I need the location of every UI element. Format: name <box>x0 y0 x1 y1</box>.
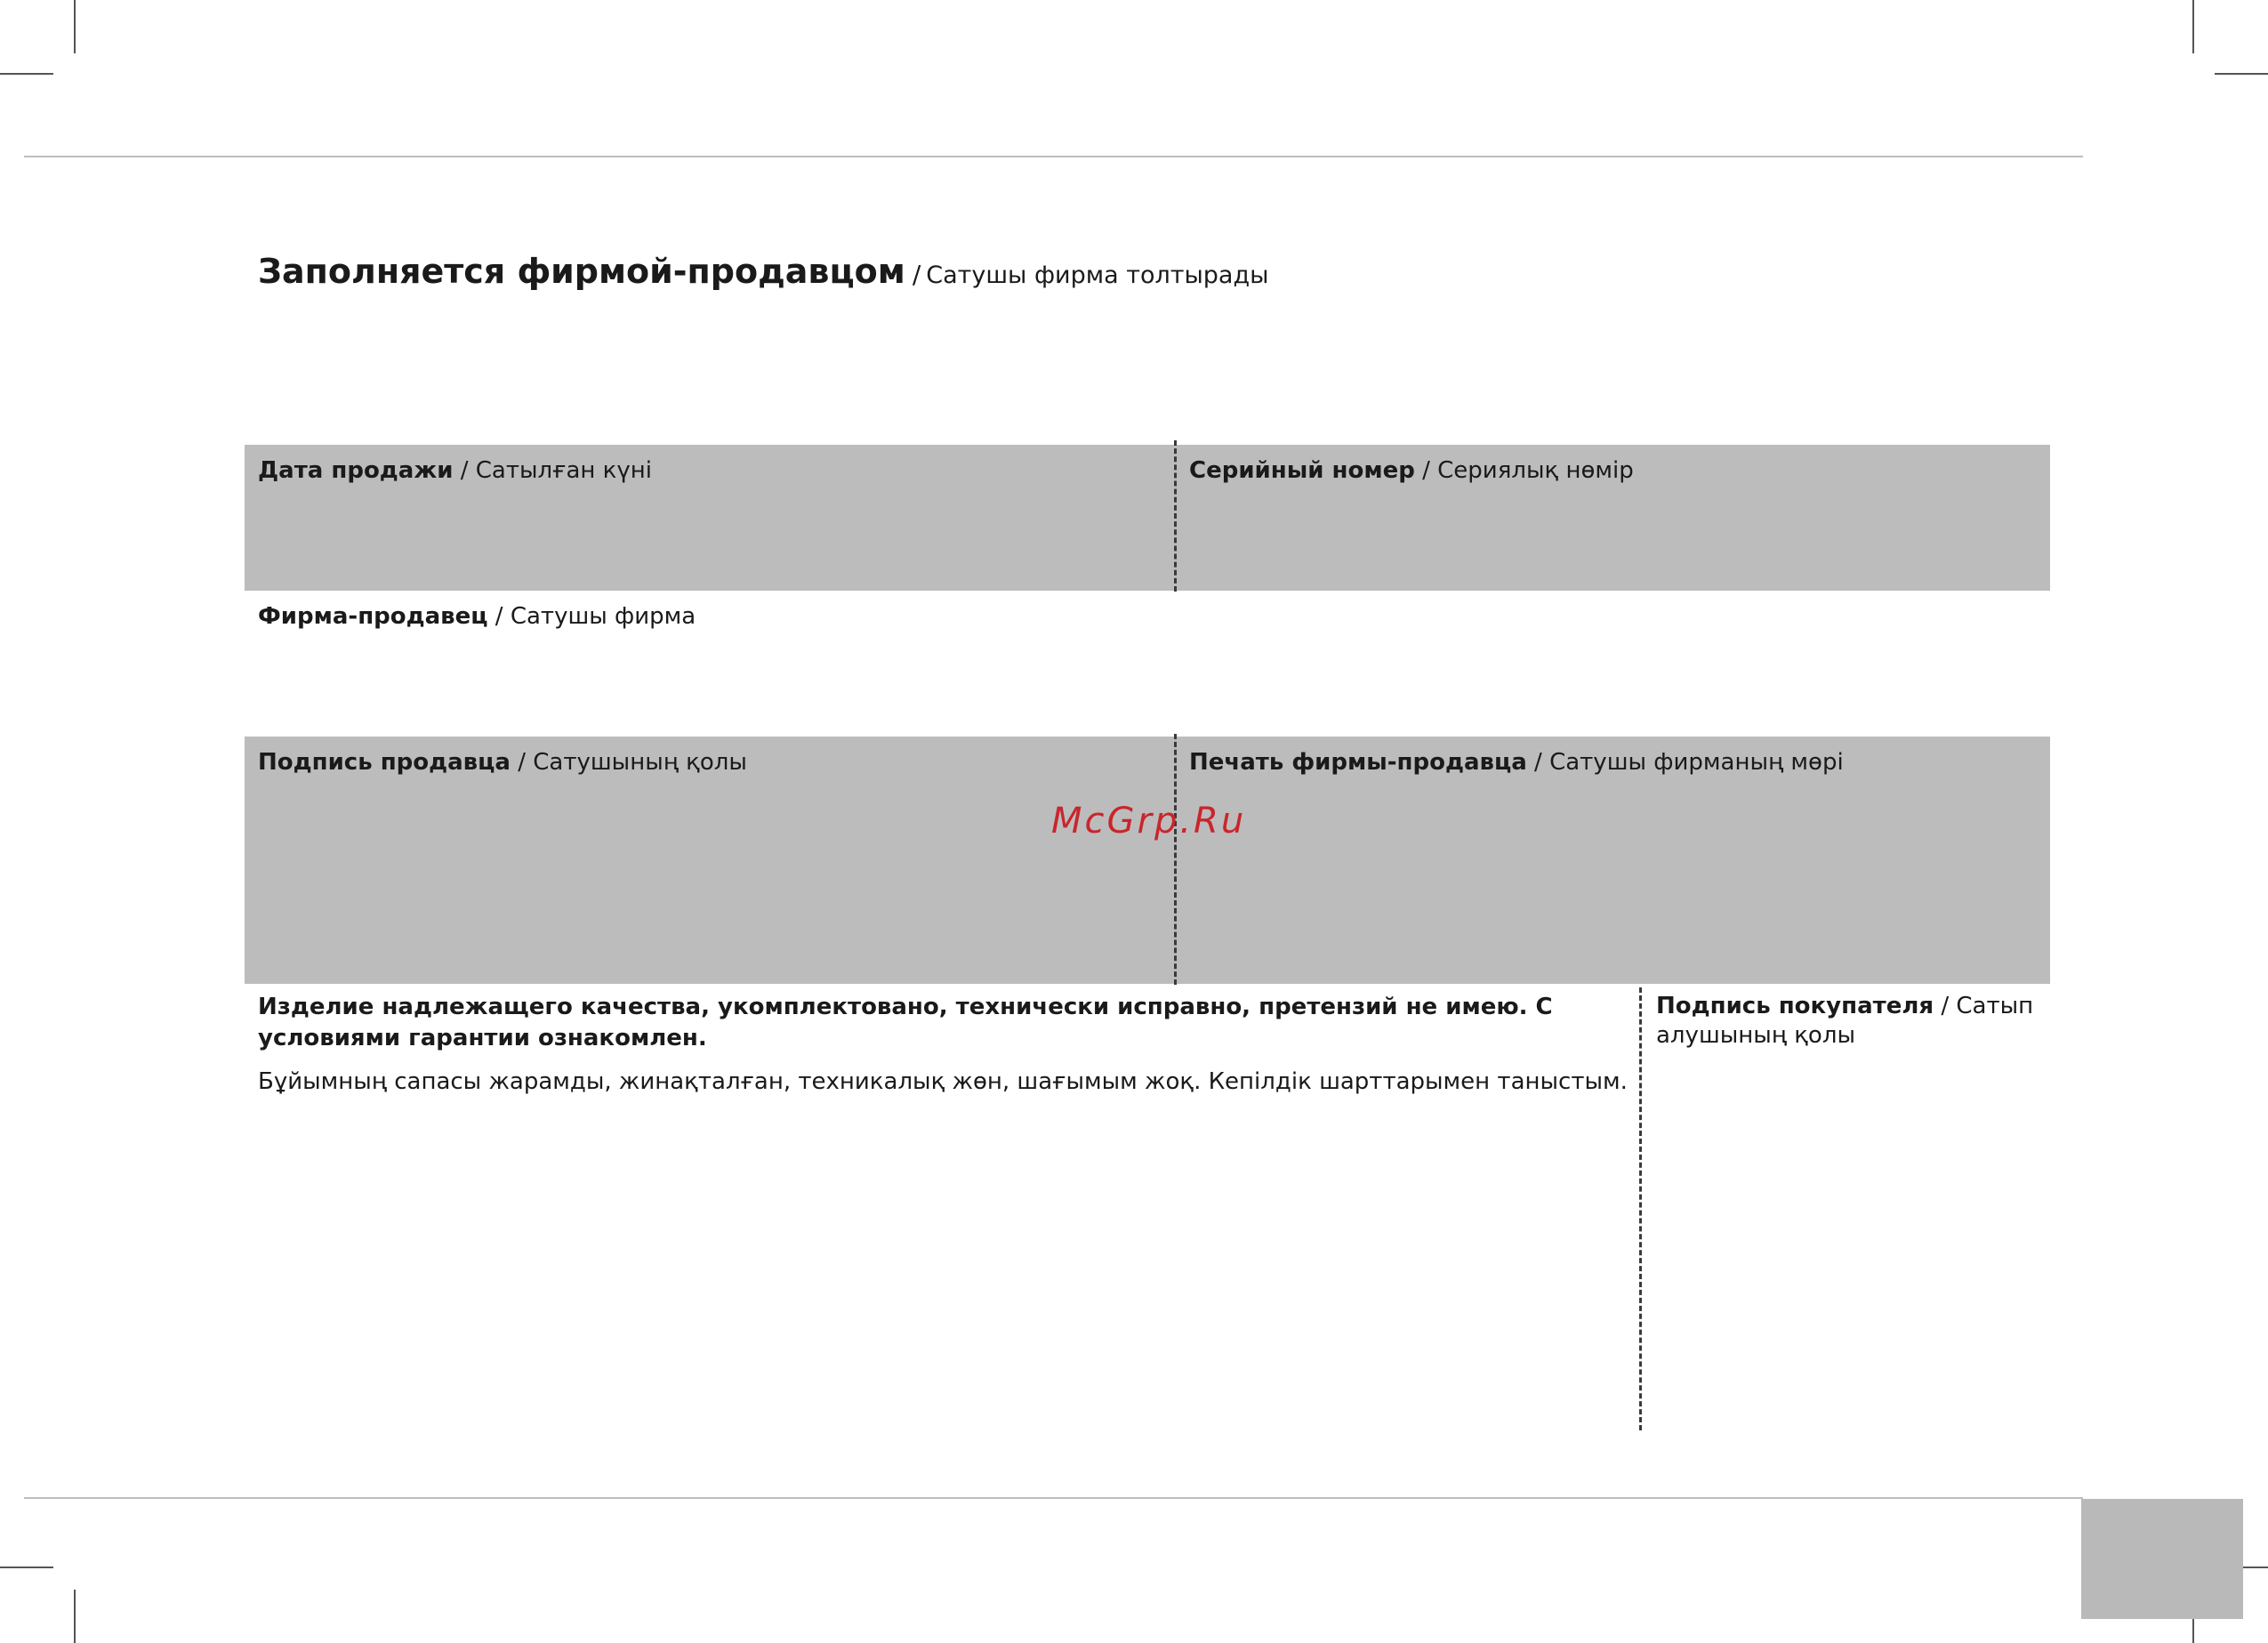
page-title <box>258 249 1268 298</box>
serial-number-separator: / <box>1414 457 1438 484</box>
serial-number-label-ru: Серийный номер <box>1189 457 1415 484</box>
seller-firm-separator: / <box>487 603 511 630</box>
dashed-divider <box>1174 440 1177 592</box>
dashed-divider <box>1174 734 1177 985</box>
page-title-kz: Сатушы фирма толтырады <box>926 262 1269 289</box>
seller-stamp-label-kz: Сатушы фирманың мөрі <box>1549 749 1844 776</box>
seller-signature-label-kz: Сатушының қолы <box>533 749 747 776</box>
seller-signature-separator: / <box>510 749 534 776</box>
crop-mark <box>0 1566 53 1568</box>
buyer-signature-label <box>1656 992 2047 1051</box>
crop-mark <box>2192 0 2194 53</box>
seller-firm-label <box>258 601 696 632</box>
seller-stamp-label <box>1189 747 1844 777</box>
seller-stamp-label-ru: Печать фирмы-продавца <box>1189 749 1527 776</box>
sale-date-label-kz: Сатылған күні <box>475 457 652 484</box>
serial-number-label-kz: Сериялық нөмір <box>1437 457 1634 484</box>
page-title-ru: Заполняется фирмой-продавцом <box>258 252 905 291</box>
buyer-signature-label-ru: Подпись покупателя <box>1656 993 1934 1019</box>
buyer-statement-kz: Бұйымның сапасы жарамды, жинақталған, техникалық жөн, шағымым жоқ. Кепілдік шарттарымен таныстым. <box>258 1068 1628 1095</box>
sale-date-separator: / <box>453 457 476 484</box>
dashed-divider <box>1639 987 1642 1430</box>
page-number-tab <box>2081 1499 2243 1619</box>
bottom-rule <box>24 1497 2083 1499</box>
sale-date-label-ru: Дата продажи <box>258 457 454 484</box>
seller-firm-label-kz: Сатушы фирма <box>510 603 696 630</box>
seller-firm-label-ru: Фирма-продавец <box>258 603 488 630</box>
serial-number-label <box>1189 455 1634 486</box>
sale-date-label <box>258 455 652 486</box>
watermark: McGrp.Ru <box>1051 801 1247 842</box>
buyer-signature-separator: / <box>1934 993 1957 1019</box>
top-rule <box>24 156 2083 157</box>
buyer-statement <box>258 992 1632 1098</box>
crop-mark <box>74 0 76 53</box>
seller-signature-label <box>258 747 747 777</box>
crop-mark <box>0 73 53 75</box>
buyer-signature-label-kz: Сатып алушының қолы <box>1656 993 2034 1049</box>
buyer-statement-ru: Изделие надлежащего качества, укомплектовано, технически исправно, претензий не имею. С условиями гарантии ознакомлен. <box>258 994 1553 1051</box>
crop-mark <box>2215 73 2268 75</box>
seller-signature-label-ru: Подпись продавца <box>258 749 511 776</box>
crop-mark <box>74 1590 76 1643</box>
title-separator: / <box>912 260 921 289</box>
seller-stamp-separator: / <box>1526 749 1550 776</box>
